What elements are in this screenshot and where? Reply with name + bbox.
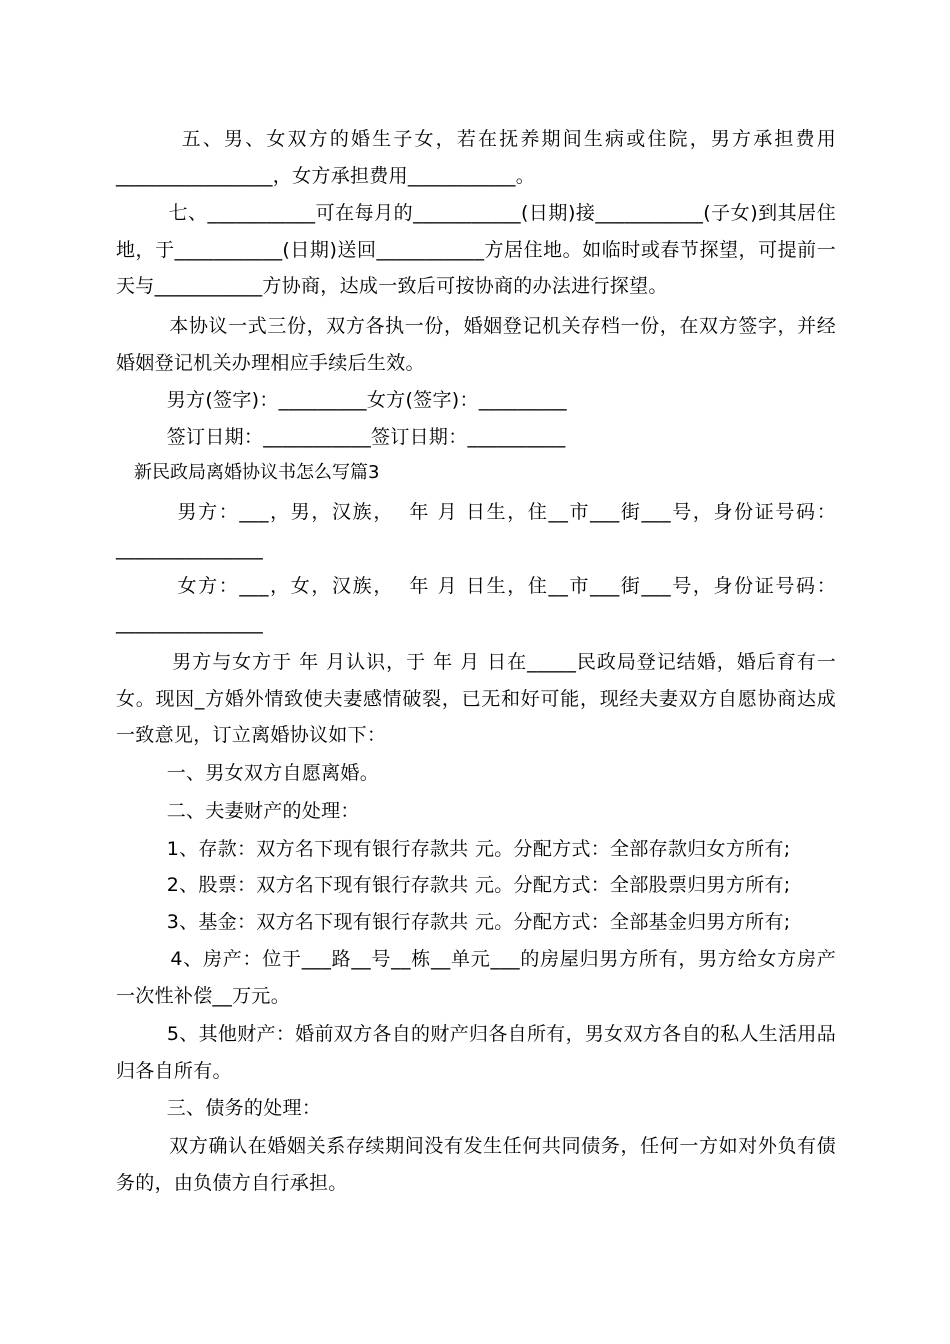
wife-info-paragraph: 女方：___，女，汉族， 年 月 日生，住__市___街___号，身份证号码：_______________	[116, 575, 836, 634]
husband-info-paragraph: 男方：___，男，汉族， 年 月 日生，住__市___街___号，身份证号码：_______________	[116, 501, 836, 560]
background-paragraph: 男方与女方于 年 月认识，于 年 月 日在_____民政局登记结婚，婚后育有一女。现因_方婚外情致使夫妻感情破裂，已无和好可能，现经夫妻双方自愿协商达成一致意见，订立离婚协议如下：	[116, 651, 836, 746]
clause-seven-paragraph: 七、___________可在每月的___________(日期)接___________(子女)到其居住地，于___________(日期)送回___________方居住地。如临时或春节探望，可提前一天与___________方协商，达成一致后可按协商的办法进行探望。	[116, 202, 836, 297]
item-three-paragraph: 三、债务的处理：	[116, 1097, 322, 1119]
section-heading: 新民政局离婚协议书怎么写篇3	[134, 462, 380, 483]
item-one-paragraph: 一、男女双方自愿离婚。	[116, 762, 380, 784]
funds-paragraph: 3、基金：双方名下现有银行存款共 元。分配方式：全部基金归男方所有;	[116, 911, 791, 933]
clause-five-paragraph: 五、男、女双方的婚生子女，若在抚养期间生病或住院，男方承担费用________________，女方承担费用___________。	[116, 128, 837, 187]
signature-line: 男方(签字)：_________女方(签字)：_________	[116, 389, 567, 411]
property-paragraph: 4、房产：位于___路__号__栋__单元___的房屋归男方所有，男方给女方房产一次性补偿__万元。	[116, 948, 836, 1007]
other-property-paragraph: 5、其他财产：婚前双方各自的财产归各自所有，男女双方各自的私人生活用品归各自所有。	[116, 1023, 837, 1082]
sign-date-line: 签订日期：___________签订日期：__________	[116, 426, 566, 448]
debt-paragraph: 双方确认在婚姻关系存续期间没有发生任何共同债务，任何一方如对外负有债务的，由负债方自行承担。	[116, 1135, 837, 1194]
agreement-copies-paragraph: 本协议一式三份，双方各执一份，婚姻登记机关存档一份，在双方签字，并经婚姻登记机关办理相应手续后生效。	[116, 315, 837, 374]
savings-paragraph: 1、存款：双方名下现有银行存款共 元。分配方式：全部存款归女方所有;	[116, 838, 791, 860]
item-two-paragraph: 二、夫妻财产的处理：	[116, 800, 360, 822]
stocks-paragraph: 2、股票：双方名下现有银行存款共 元。分配方式：全部股票归男方所有;	[116, 874, 791, 896]
